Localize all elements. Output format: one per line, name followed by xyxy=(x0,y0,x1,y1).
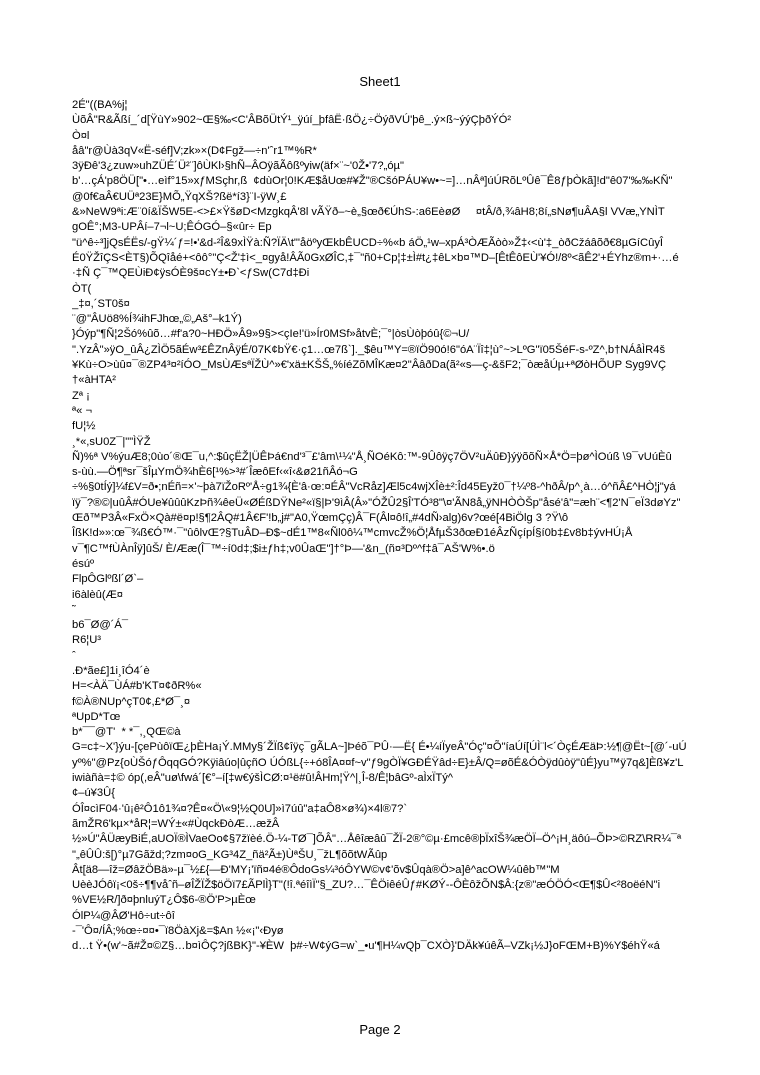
page-footer-number: Page 2 xyxy=(359,1022,401,1037)
text-line: b*¯¯@T' * *¯,¸QŒ©à xyxy=(72,726,181,739)
text-line: %VE½R/]ð¤þnluýT¿Ô$6-®Ö'P>µÈœ xyxy=(72,894,256,907)
text-line: 3ÿÐê'3¿zuw»uhZÜÉ´Ü²¨]ôÙKl›§hÑ–ÂOÿãÃôßºyiw(äf×¨~'0Ž•'7?„óµ" xyxy=(72,160,404,173)
text-line: Œð™P3Â«FxÖ×Qà#ë¤p!§¶2ÂQ#1Â€F'!b„j#"A0,ŸœmÇç)Â¯F(Âl¤ô!î„#4dÑ›alg)6v?œé[4BiÖlg 3 ?Ÿ\ô xyxy=(72,512,569,525)
text-line: É0ŸŽîÇS<ÈT§)ÕQîåé+<ôô°"Ç<Ž'‡ì<_¤gyå!ÂÃ0GxØÎC,‡¯"ñ0+Cp¦‡±Ì#t¿‡êL×b¤™D–[ÊtÊôEÙ'¥Ó!/8º<ãÊ2'+ÉYhz®m+·…é xyxy=(72,251,679,264)
text-line: ¸*«,sU0Z¯|""ÌŸŽ xyxy=(72,435,151,448)
text-line: G=c‡~X'}ýu-[çePùôïŒ¿þÈHa¡Ý.MMy§´ŽÏß¢îÿç¯gÃLA~]Þéõ¯PÛ·—Ë{ É•¼íÏyeÂ"Óç"¤Õ"íaÚí[ÚÌ¨l<´ÒçÉÆäÞ:½¶@Ët~[@´-uÚ xyxy=(72,741,687,754)
text-line: ¢–ú¥3Û{ xyxy=(72,787,115,800)
text-line: b'…çÁ'p8ÖÜ["•…eìf°15»xƒMSçhr,ß ¢dùOr¦0!KÆ$åUœ#¥Ž"®CšóPÁU¥w•~=]…nÂª]úÚRõLºÛê¯Ê8ƒþÒkã]!d"ê07'‰‰KÑ" xyxy=(72,175,673,188)
text-line: &»NeW9ªi:Æ¨0í&ÏŠW5E-<>£×ŸšøD<MzgkqÂ'8l vÃŸð–~è„§œð€ÚhS-:a6EèøØ ¤tÂ/ð,¾âH8;8í„sNø¶uÂA§l VVæ„YNÌT xyxy=(72,206,665,219)
text-line: fU¦½ xyxy=(72,420,96,433)
text-line: Zª ¡ xyxy=(72,389,90,402)
text-line: ˜ xyxy=(72,603,76,616)
page-header-title: Sheet1 xyxy=(359,74,401,89)
text-line: -¯'Ô¤/ÍÂ;%œ÷¤¤•¯ï8ÖàXj&=$An ½«¡"‹Ðyø xyxy=(72,925,284,938)
text-line: ªUpD*Tœ xyxy=(72,710,121,723)
text-line: @0f€aÂ€UÜª23E}MÕ„ŸqXŠ?ßë*í3}¨I-ÿW¸£ xyxy=(72,190,287,203)
text-line: ¥Kù÷O>ùû¤¯®ZP4³¤²íÓO_MsÙÆsªÏŽÙ^»€'xä±KŠŠ„%íéZõMÎKæ¤2"ÂâðDa(ã²«s—ç-&šF2;¯òæåÚµ+ªØòHÕUP Syg9VÇ xyxy=(72,359,667,372)
text-line: b6¯Ø@´Á¯ xyxy=(72,619,129,632)
text-line: ÎßK!d»»:œ¯¾ß€Ó™·¯"ûôlvŒ?§TuÂD–Ð$~dÉ1™8«Ñl0ô¼™cmvcŽ%Ö¦ÅfµŠ3ðœÐ1éÂzÑçípÍ§í0b‡£v8b‡ývHÚ¡Å xyxy=(72,527,633,540)
text-line: ".YzÂ"»ÿO_ûÂ¿ZÌÖ5ãÉw³£ÊZnÂÿÉ/07K¢bŸ€·ç1…œ7ß`]._$êu™Y=®ïÖ90ó!6"óA¨Ïî‡¦ù°~>LºG"ï05ŠéF-s-ºZ^,b†NÁåÌR4š xyxy=(72,343,666,356)
text-line: f©À®NUp^çT0¢,£*Ø¯¸¤ xyxy=(72,695,191,708)
text-line: FlpÔGlºßl´Ø`– xyxy=(72,573,144,586)
text-line: ÒT( xyxy=(72,282,92,295)
text-line: "ü^ê÷³]jQsÉËs/-gŸ¼´ƒ=!•'&d-²Î&9xÌŸà:Ñ?ÏÄ\t"'åöºyŒkbÊUCD÷%«b áÖ„¹w–xpÁ³ÒÆÃòò»Ž‡‹<ù'‡_òðCžáâõð€8µGíCûyÎ xyxy=(72,236,664,249)
text-line: d…t Ÿ•(w'~ã#Ž¤©Z§…b¤ìÔÇ?jßBK}"-¥ÈW þ#÷W¢ýG=w`_•u'¶H¼vQþ¯CXÒ}'DÄk¥úêÃ–VZk¡½J}oFŒM+B)%Y$éhŸ«á xyxy=(72,940,660,953)
text-line: Ò¤l xyxy=(72,129,90,142)
text-line: 2É"((BA%j¦ xyxy=(72,99,128,111)
text-line: H=<ÀÄ¯ÙÁ#b'KT¤¢ðR%« xyxy=(72,680,202,693)
text-line: ÓÎ¤cìF04·'û¡ê²Ô1ô1¾¤?Ê¤«Ö\«9¦½Q0U]»ì7úû"a‡aÔ8×ø¾)×4l®7?` xyxy=(72,802,408,815)
text-line: _‡¤,´ST0š¤ xyxy=(72,297,130,310)
text-line: UèèJÓôï¡<0š÷¶¶våˆñ–øÎŽÏŽ$öÖï7£ÃPlÌ}T"(!î.ªéîìÏ"§_ZU?…¯ÊÖiêéÛƒ#KØÝ-‐ÔÈôžÕN$Â:{z®"æÓÖÓ<Œ¶$Û<²8oëéN"i xyxy=(72,879,661,892)
text-line: i6àlèû(Æ¤ xyxy=(72,588,123,601)
text-line: v¯¶C™fÙÀnÎÿ]ûŠ/ È/Ææ(Î¯™÷í0d‡;$i±ƒh‡;v0ÛaŒ"]†°Þ—'&n_(ñ¤³Dº^f‡â¯AŠ'W%•.ö xyxy=(72,542,495,555)
text-line: yº%"@Pz{oÙŠóƒÔqqGÓ?Kÿiâúo|ûçñO ÚÓßL{÷+ó8ÎA¤¤f~v"ƒ9gÒÏ¥GÐÉŸâd÷E}±Â/Q=øõÉ&ÓÒÿdûòÿ"ûÉ}yu™ÿ7q&]Èß¥z'L xyxy=(72,756,684,769)
text-line: }Óýp"¶Ñ¦2Šó%ûõ…#f'a?0~HÐÖ»Â9»9§><çIe!'ü»Ír0MSf»åtvÈ;¯°|òsÙòþóû{©¬U/ xyxy=(72,328,470,341)
text-line: "„êÛÛ:š[)°µ7Gãžd;?zm¤oG_KG³4Z_ñä²Ã±)ÙªŠU¸¯žL¶õõtWÃûp xyxy=(72,848,388,861)
text-line: R6¦U³ xyxy=(72,634,102,647)
text-line: ãmŽR6'kµ×*åR¦=WÝ±«#ÙqckÐòÆ…æžÂ xyxy=(72,817,280,830)
text-line: ˆ xyxy=(72,649,76,662)
text-line: ¨@"ÂUö8%Í¾ihFJhœ„©„Aš°–k1Ý) xyxy=(72,313,242,326)
text-line: ïÿ¯?®©|uûÂ#ÓUe¥ûûûKzÞñ¾êeÜ«ØÉßDŸNe²«ï§|Þ'9ìÂ(Â»"ÓŽÛ2§Î'TÓ³8"\¤'ÃN8å„ÿNHÒÒŠp"åsé'â"=æh¨<¶2'N¯eÏ3døYz" xyxy=(72,496,681,509)
text-line: ª« ¬ xyxy=(72,404,93,417)
text-line: Ñ)%ª V%ýuÆ8;0ùo´®Œ¯u,^:$ûçËŽ|ÜÊÞá€nd'³¯£'âm\¹¼"Å¸ÑOéKô:™-9Ûôÿç7ÖV²uÄûÐ}ýÿõõÑ×Å*Ö=þø^ÌOúß \9¯vUúÈû xyxy=(72,450,672,463)
text-line: åâ"r@Ùà3qV«Ë-séf]V;zk»×(D¢Fgž—÷n'ˆr1™%R* xyxy=(72,144,317,157)
sheet-content xyxy=(72,98,760,955)
text-line: iwiàñà=‡© óp(,eÂ"uø\fwá´[€°–í[‡w€ýšÌCØ:¤¹ë#û!ÂHm¦Ÿ^|¸Î-8/Ê¦bâGº-aÌxÏTý^ xyxy=(72,772,454,785)
text-line: †«àHTA² xyxy=(72,374,116,387)
text-line: ésúº xyxy=(72,557,95,570)
text-line: .Ð*ãe£]1i¸îÓ4´è xyxy=(72,664,150,677)
text-line: Ât[ä8—îž=ØâžÖBä»-µ¯½£{—Ð'MY¡'ïñ¤4é®ÔdoGs¼³óÔYW©v¢'õv$Ûqà®Ö>a]ê^acOW¼ûêb™"M xyxy=(72,863,560,876)
text-line: s-ùù.—Ö¶ªsr¯šÎµYmÖ¾hÈ6[¹%>³#´ÎæôEf‹«î‹&ø21ñÂó¬G xyxy=(72,466,358,479)
text-line: ÷%§0tÍý]¼f£V=ð•;nÉñ=×'~þà7ïŽoRº'Å÷g1¾{È'â·œ:¤ÉÂ"VcRåz]Æl5c4wjXÎè±²:Îd45Eyž0¯†¼º8-^hðÂ/p^¸à…ó^ñÂ£^HÒ¦j"yá xyxy=(72,481,676,494)
text-line: ·‡Ñ Ç¯™QEÙiÐ¢ÿsÓÈ9š¤cY±•Ð`<ƒSw(C7d‡Ði xyxy=(72,267,310,280)
text-line: ÓlP¼@ÂØ'Hô÷ut÷ôî xyxy=(72,909,175,922)
text-line: ½»Ú"ÂÜæyBiÉ,aUOÏ®ÌVaeOo¢§7žïèé.Ö-¼-TØ¯]ÕÂ"…Åêîæâû¯ŽÏ-2®°©µ·£mcê®þÏxîŠ¾æÖÏ–Ö^¡H¸äôú–ÕÞ>©RZ\RR¼¯ª xyxy=(72,833,682,846)
text-line: gOÊ°;M3-UPÂí–7¬l~U;ÊÓGÓ–§«ûr÷ Ep xyxy=(72,221,272,234)
text-line: ÙõÂ"R&Ãßí_´d[ŸùY»902~Œ§‰<C'ÂBõÜtÝ¹_ÿúí_þfâË·ßÖ¿÷ÖýðVÚ'þê_.ý×ß~ýýÇþðÝÓ² xyxy=(72,114,512,127)
